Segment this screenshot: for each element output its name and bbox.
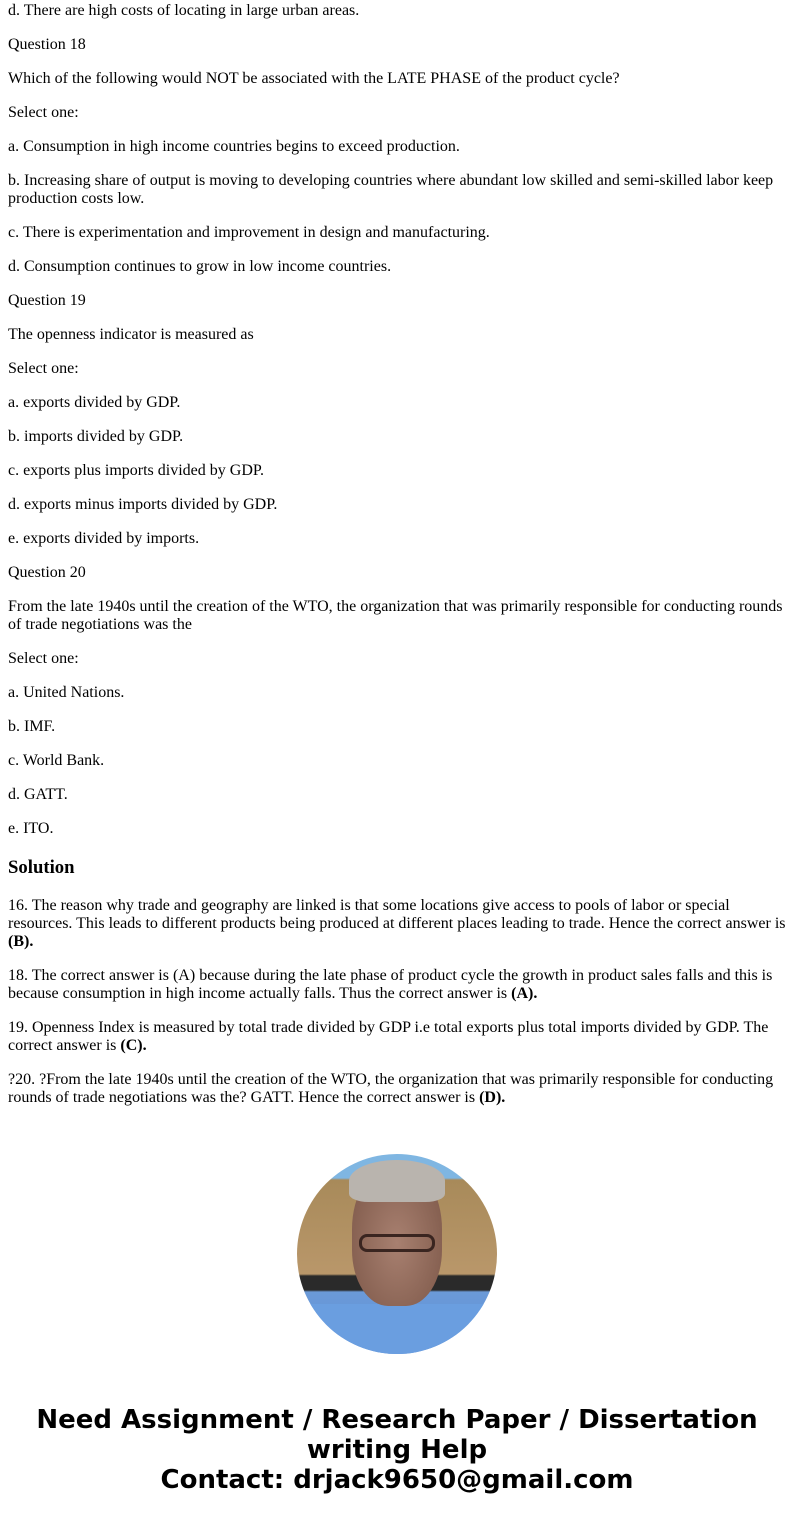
question-text: The openness indicator is measured as xyxy=(8,326,254,343)
answer-19 xyxy=(8,1019,786,1055)
option-d: d. Consumption continues to grow in low income countries. xyxy=(8,258,392,275)
answer-text: ?20. ?From the late 1940s until the creation of the WTO, the organization that was primarily responsible for conducting rounds of trade negotiations was the? GATT. Hence the correct answer is xyxy=(8,1071,774,1107)
option-d: d. GATT. xyxy=(8,786,68,803)
option-a: a. United Nations. xyxy=(8,684,125,701)
answer-choice: (C). xyxy=(120,1037,147,1055)
tutor-photo-container xyxy=(8,1154,786,1354)
answer-16 xyxy=(8,897,786,951)
contact-banner xyxy=(8,1405,786,1495)
option-e: e. ITO. xyxy=(8,820,54,837)
option-c: c. exports plus imports divided by GDP. xyxy=(8,462,264,479)
tutor-photo xyxy=(297,1154,497,1354)
select-prompt: Select one: xyxy=(8,104,79,121)
question-text: From the late 1940s until the creation of the WTO, the organization that was primarily responsible for conducting rounds of trade negotiations was the xyxy=(8,598,783,633)
answer-20 xyxy=(8,1071,786,1107)
help-text: Need Assignment / Research Paper / Dissertation writing Help xyxy=(36,1405,758,1466)
select-prompt: Select one: xyxy=(8,360,79,377)
question-number: Question 19 xyxy=(8,292,86,309)
option-b: b. Increasing share of output is moving to developing countries where abundant low skilled and semi-skilled labor keep production costs low. xyxy=(8,172,774,207)
answer-18 xyxy=(8,967,786,1003)
select-prompt: Select one: xyxy=(8,650,79,667)
question-20 xyxy=(8,564,786,838)
answer-choice: (B). xyxy=(8,933,34,951)
option-a: a. exports divided by GDP. xyxy=(8,394,181,411)
question-19 xyxy=(8,292,786,548)
solution-heading: Solution xyxy=(8,856,75,878)
answer-choice: (D). xyxy=(479,1089,506,1107)
option-a: a. Consumption in high income countries begins to exceed production. xyxy=(8,138,460,155)
answer-choice: (A). xyxy=(511,985,538,1003)
option-b: b. IMF. xyxy=(8,718,56,735)
question-text: Which of the following would NOT be associated with the LATE PHASE of the product cycle? xyxy=(8,70,620,87)
contact-email: Contact: drjack9650@gmail.com xyxy=(160,1465,634,1496)
question-number: Question 20 xyxy=(8,564,86,581)
option-c: c. World Bank. xyxy=(8,752,105,769)
option-d: d. exports minus imports divided by GDP. xyxy=(8,496,278,513)
option-b: b. imports divided by GDP. xyxy=(8,428,184,445)
question-17-option-d: d. There are high costs of locating in large urban areas. xyxy=(8,2,360,19)
option-c: c. There is experimentation and improvement in design and manufacturing. xyxy=(8,224,490,241)
answer-text: 18. The correct answer is (A) because during the late phase of product cycle the growth in product sales falls and this is because consumption in high income actually falls. Thus the correct answer is xyxy=(8,967,773,1003)
answer-text: 19. Openness Index is measured by total trade divided by GDP i.e total exports plus total imports divided by GDP. The correct answer is xyxy=(8,1019,769,1055)
answer-text: 16. The reason why trade and geography are linked is that some locations give access to pools of labor or special resources. This leads to different products being produced at different places leading to trade. Hence the correct answer is xyxy=(8,897,786,933)
question-18 xyxy=(8,36,786,276)
option-e: e. exports divided by imports. xyxy=(8,530,200,547)
question-number: Question 18 xyxy=(8,36,86,53)
